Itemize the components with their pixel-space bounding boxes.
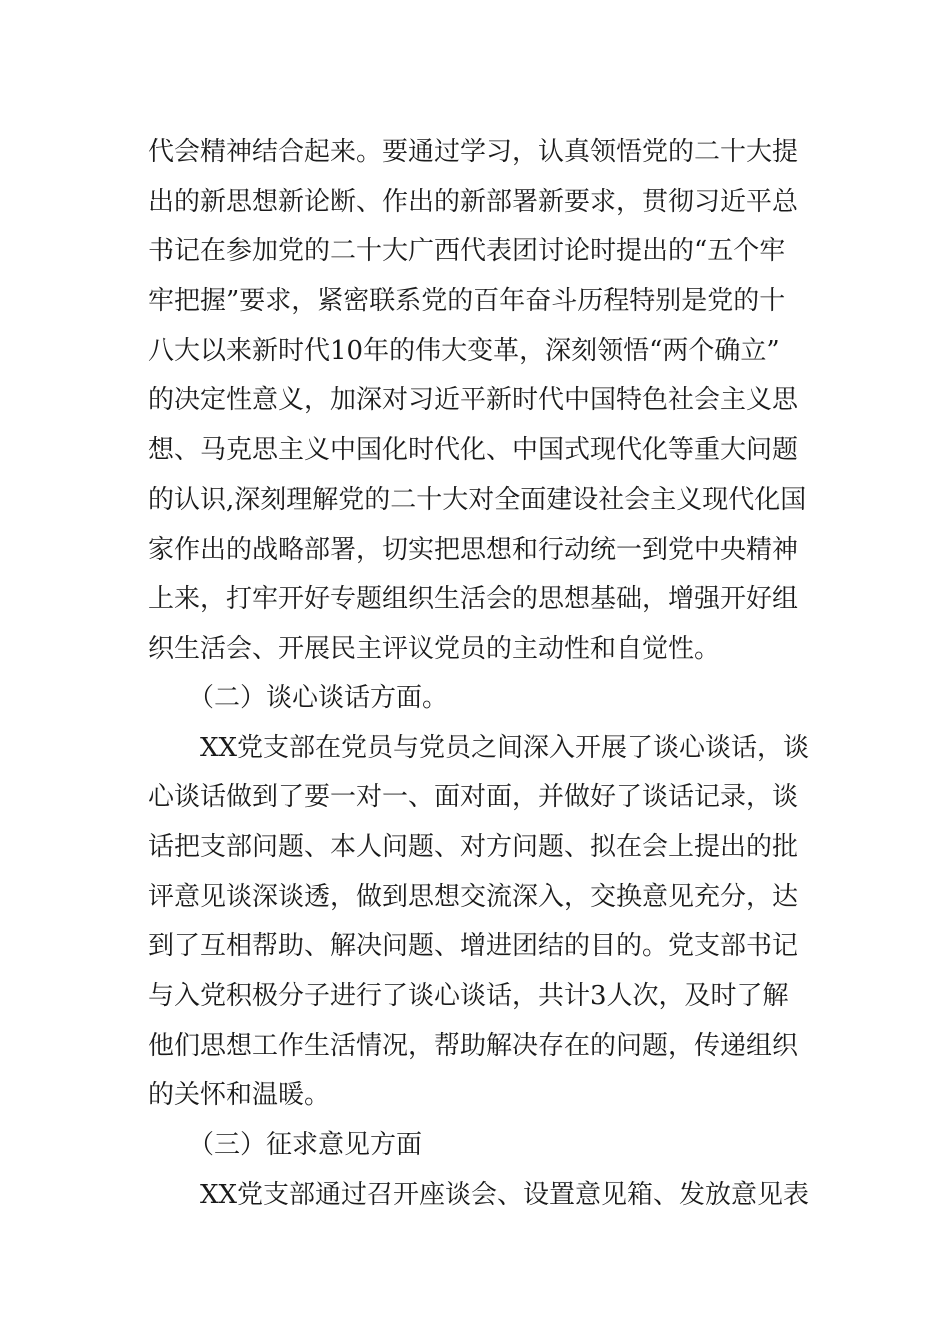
paragraph-line: 上来，打牢开好专题组织生活会的思想基础，增强开好组 bbox=[148, 584, 799, 614]
paragraph-line: 牢把握”要求，紧密联系党的百年奋斗历程特别是党的十 bbox=[148, 286, 786, 316]
paragraph-line: 家作出的战略部署，切实把思想和行动统一到党中央精神 bbox=[148, 535, 799, 565]
paragraph-line: 代会精神结合起来。要通过学习，认真领悟党的二十大提 bbox=[148, 137, 799, 167]
paragraph-line: 到了互相帮助、解决问题、增进团结的目的。党支部书记 bbox=[148, 931, 799, 961]
paragraph-line: 的关怀和温暖。 bbox=[148, 1080, 331, 1110]
paragraph-line: 书记在参加党的二十大广西代表团讨论时提出的“五个牢 bbox=[148, 236, 786, 266]
section-heading: （二）谈心谈话方面。 bbox=[188, 683, 449, 713]
paragraph-line: 与入党积极分子进行了谈心谈话，共计3人次，及时了解 bbox=[148, 981, 789, 1011]
paragraph-line: 织生活会、开展民主评议党员的主动性和自觉性。 bbox=[148, 634, 721, 664]
paragraph-line: 评意见谈深谈透，做到思想交流深入，交换意见充分，达 bbox=[148, 882, 799, 912]
section-heading: （三）征求意见方面 bbox=[188, 1130, 423, 1160]
paragraph-line: XX党支部通过召开座谈会、设置意见箱、发放意见表 bbox=[200, 1180, 810, 1210]
paragraph-line: 话把支部问题、本人问题、对方问题、拟在会上提出的批 bbox=[148, 832, 799, 862]
paragraph-line: 想、马克思主义中国化时代化、中国式现代化等重大问题 bbox=[148, 435, 799, 465]
paragraph-line: XX党支部在党员与党员之间深入开展了谈心谈话，谈 bbox=[200, 733, 810, 763]
paragraph-line: 出的新思想新论断、作出的新部署新要求，贯彻习近平总 bbox=[148, 187, 799, 217]
paragraph-line: 的认识,深刻理解党的二十大对全面建设社会主义现代化国 bbox=[148, 485, 807, 515]
paragraph-line: 的决定性意义，加深对习近平新时代中国特色社会主义思 bbox=[148, 385, 799, 415]
paragraph-line: 他们思想工作生活情况，帮助解决存在的问题，传递组织 bbox=[148, 1031, 799, 1061]
paragraph-line: 八大以来新时代10年的伟大变革，深刻领悟“两个确立” bbox=[148, 336, 780, 366]
paragraph-line: 心谈话做到了要一对一、面对面，并做好了谈话记录，谈 bbox=[148, 782, 799, 812]
